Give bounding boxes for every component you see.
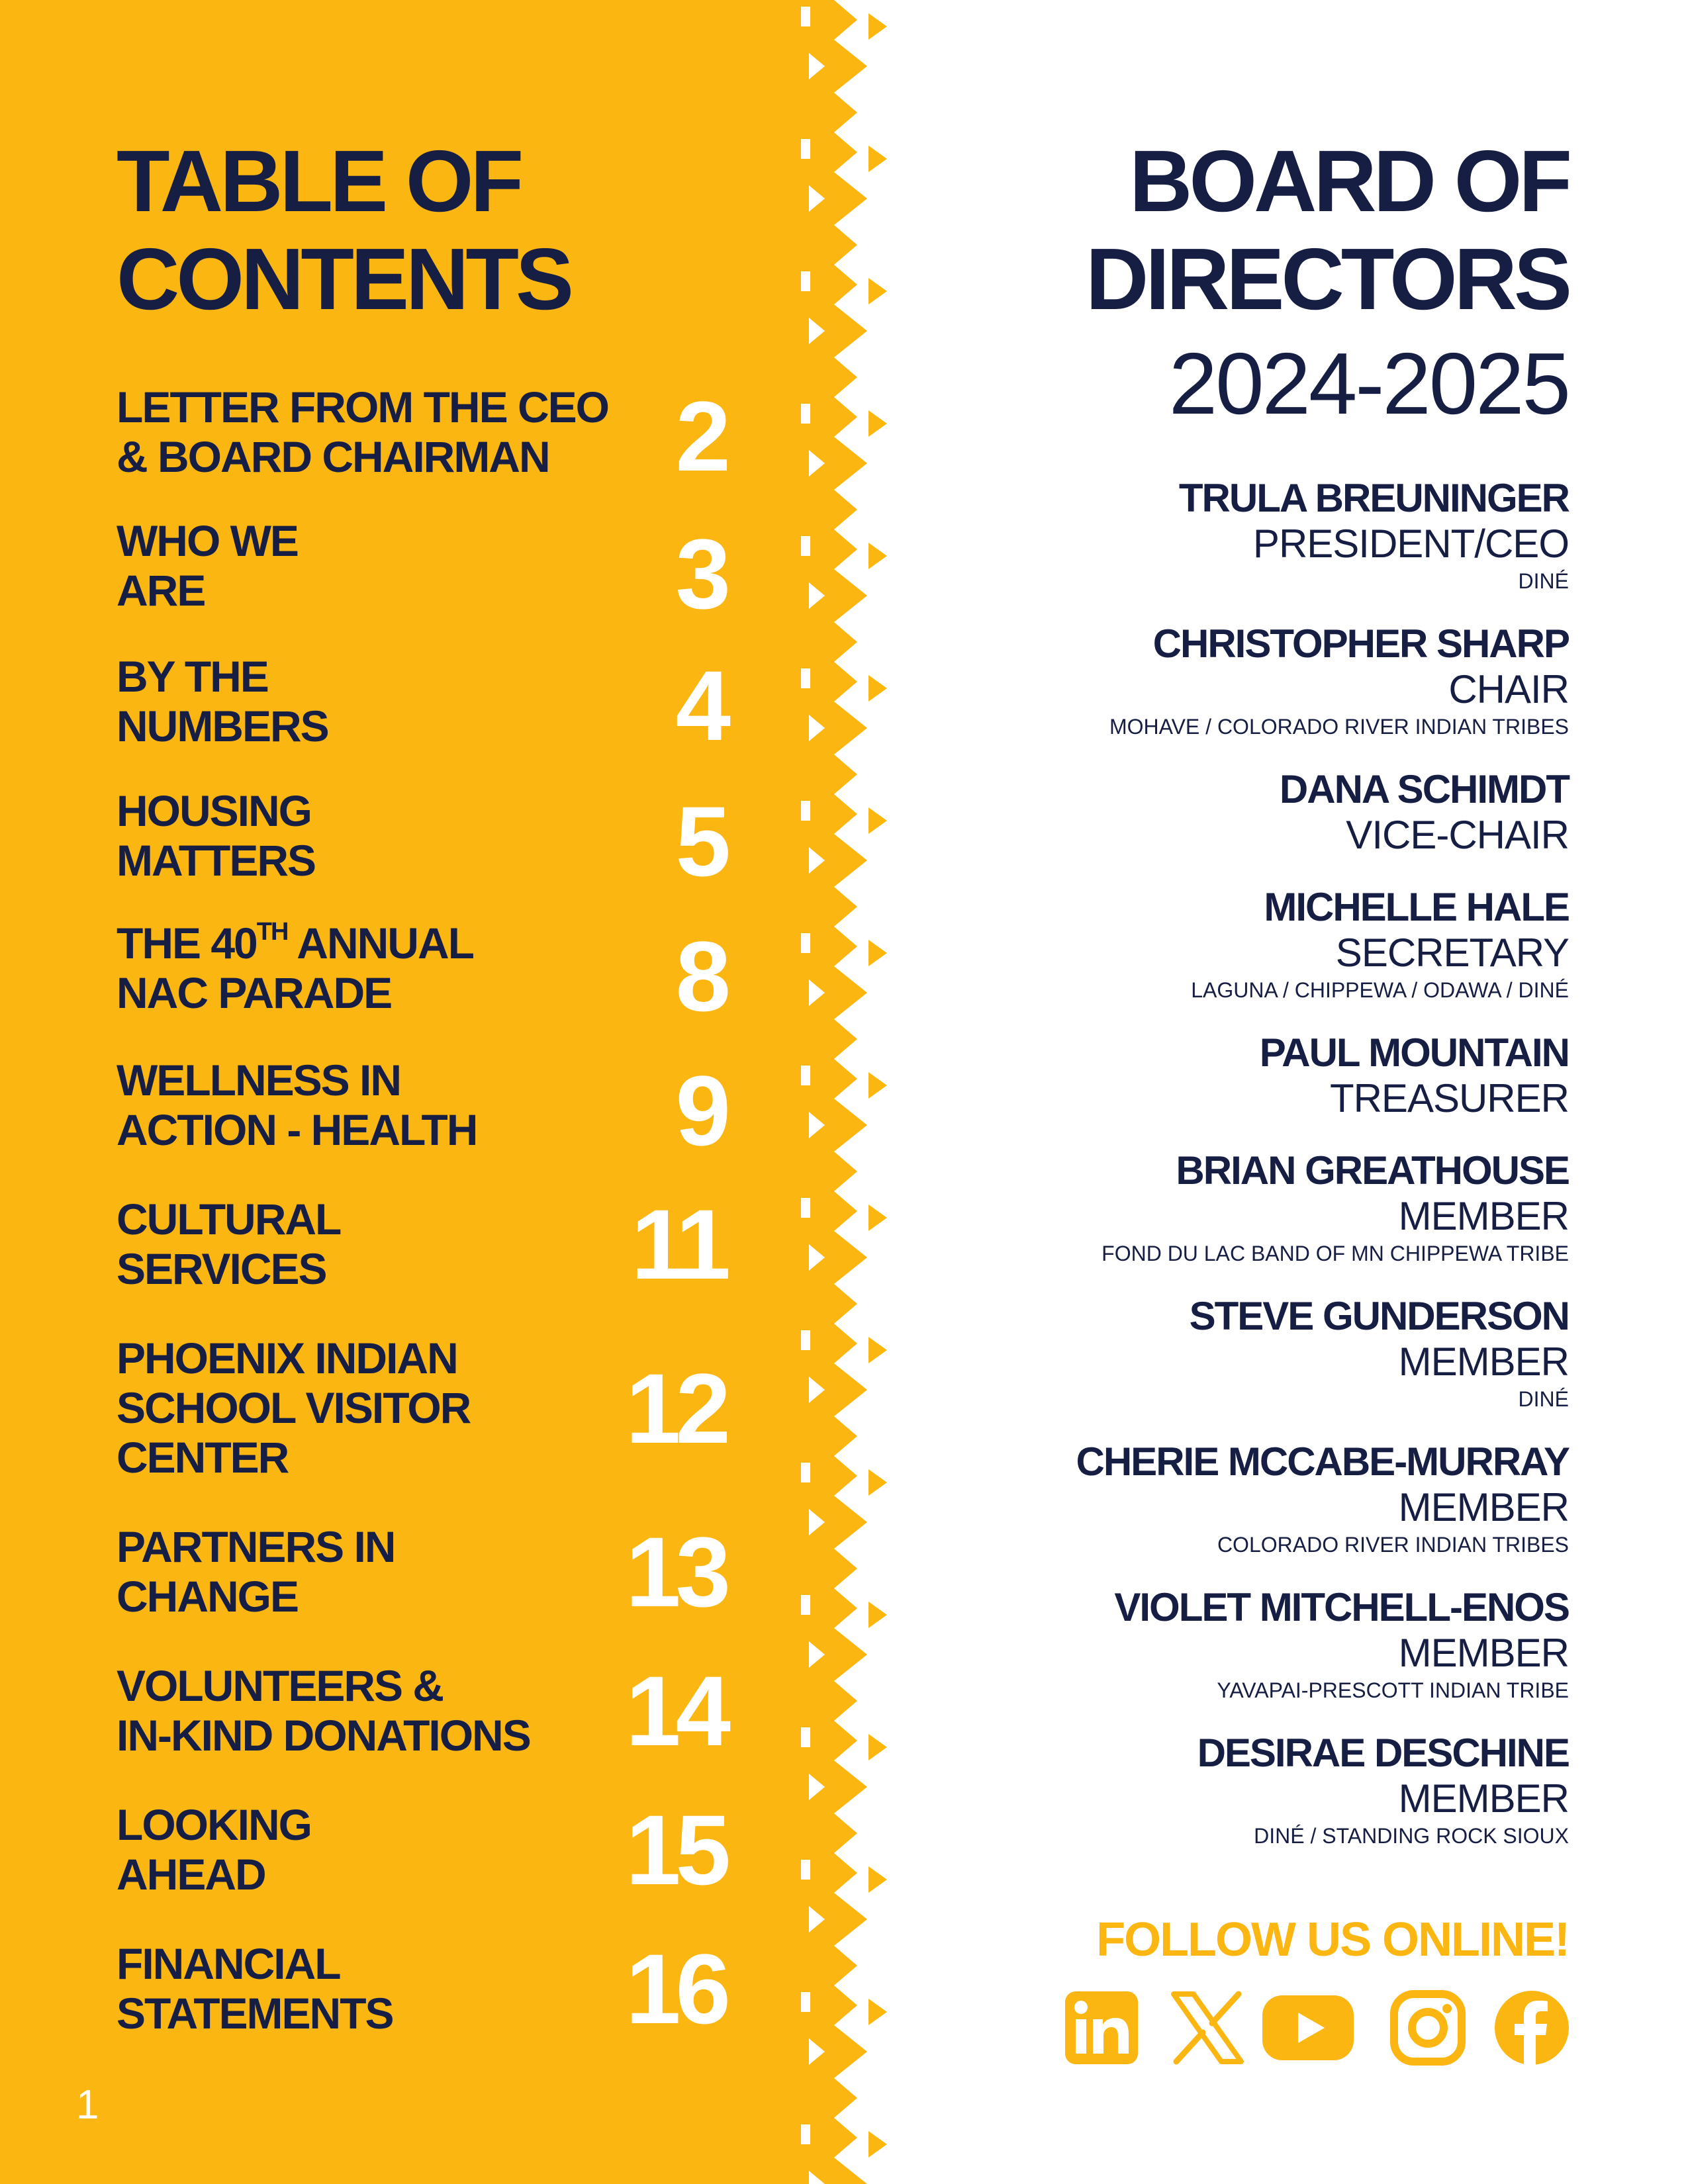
toc-page-number: 13 bbox=[626, 1516, 726, 1627]
director-entry bbox=[907, 1584, 1569, 1705]
director-name: BRIAN GREATHOUSE bbox=[1176, 1148, 1569, 1193]
toc-item-partners-in-change[interactable] bbox=[117, 1516, 726, 1655]
x-icon[interactable] bbox=[1168, 1989, 1246, 2067]
toc-item-label: LETTER FROM THE CEO & BOARD CHAIRMAN bbox=[117, 383, 608, 481]
toc-page-number: 8 bbox=[675, 921, 726, 1032]
director-role: SECRETARY bbox=[1335, 931, 1569, 975]
toc-item-label: LOOKING AHEAD bbox=[117, 1800, 311, 1899]
director-name: VIOLET MITCHELL-ENOS bbox=[1114, 1585, 1569, 1629]
toc-item-financial-statements[interactable] bbox=[117, 1933, 726, 2071]
youtube-icon[interactable] bbox=[1261, 1989, 1355, 2067]
toc-page-number: 11 bbox=[631, 1189, 726, 1300]
toc-page-number: 9 bbox=[675, 1055, 726, 1166]
toc-item-letter[interactable] bbox=[117, 383, 726, 515]
toc-item-phoenix-indian-school[interactable] bbox=[117, 1334, 726, 1506]
director-name: STEVE GUNDERSON bbox=[1189, 1294, 1569, 1338]
director-entry bbox=[907, 621, 1569, 741]
director-name: CHERIE MCCABE-MURRAY bbox=[1076, 1439, 1569, 1484]
toc-page-number: 15 bbox=[626, 1794, 726, 1905]
board-years: 2024-2025 bbox=[1168, 335, 1569, 432]
director-role: MEMBER bbox=[1398, 1776, 1569, 1821]
toc-item-who-we-are[interactable] bbox=[117, 516, 726, 649]
director-entry bbox=[907, 1439, 1569, 1559]
director-role: MEMBER bbox=[1398, 1194, 1569, 1238]
toc-item-label: CULTURAL SERVICES bbox=[117, 1195, 341, 1293]
toc-item-label: HOUSING MATTERS bbox=[117, 786, 316, 885]
toc-page-number: 4 bbox=[675, 650, 726, 761]
toc-item-nac-parade[interactable] bbox=[117, 919, 726, 1051]
zigzag-border-pattern bbox=[794, 0, 894, 2184]
toc-page-number: 12 bbox=[626, 1353, 726, 1464]
director-tribe: DINÉ bbox=[1518, 569, 1569, 593]
director-tribe: FOND DU LAC BAND OF MN CHIPPEWA TRIBE bbox=[1102, 1242, 1569, 1265]
toc-item-label: PHOENIX INDIAN SCHOOL VISITOR CENTER bbox=[117, 1334, 471, 1482]
toc-title: TABLE OF CONTENTS bbox=[117, 132, 571, 328]
toc-item-label: WHO WE ARE bbox=[117, 516, 298, 615]
director-role: PRESIDENT/CEO bbox=[1252, 522, 1569, 566]
director-tribe: COLORADO RIVER INDIAN TRIBES bbox=[1217, 1533, 1569, 1557]
toc-item-label: WELLNESS IN ACTION - HEALTH bbox=[117, 1056, 477, 1154]
director-name: MICHELLE HALE bbox=[1264, 885, 1569, 929]
director-role: MEMBER bbox=[1398, 1340, 1569, 1384]
director-tribe: DINÉ / STANDING ROCK SIOUX bbox=[1254, 1824, 1569, 1848]
toc-page-number: 5 bbox=[675, 786, 726, 897]
toc-item-volunteers[interactable] bbox=[117, 1655, 726, 1794]
director-entry bbox=[907, 1730, 1569, 1850]
director-role: MEMBER bbox=[1398, 1631, 1569, 1675]
director-role: CHAIR bbox=[1448, 667, 1569, 711]
toc-item-by-the-numbers[interactable] bbox=[117, 652, 726, 784]
toc-item-looking-ahead[interactable] bbox=[117, 1794, 726, 1933]
toc-item-label: FINANCIAL STATEMENTS bbox=[117, 1939, 393, 2038]
toc-page-number: 14 bbox=[626, 1655, 726, 1766]
director-entry bbox=[907, 1293, 1569, 1414]
director-role: VICE-CHAIR bbox=[1346, 813, 1569, 857]
follow-us-heading: FOLLOW US ONLINE! bbox=[1096, 1913, 1569, 1966]
board-title: BOARD OF DIRECTORS bbox=[1086, 132, 1569, 328]
linkedin-icon[interactable] bbox=[1062, 1989, 1141, 2067]
toc-item-cultural-services[interactable] bbox=[117, 1189, 726, 1327]
director-role: MEMBER bbox=[1398, 1485, 1569, 1529]
toc-item-label: BY THE NUMBERS bbox=[117, 652, 328, 751]
toc-page-number: 2 bbox=[675, 381, 726, 492]
director-tribe: MOHAVE / COLORADO RIVER INDIAN TRIBES bbox=[1109, 715, 1569, 739]
director-name: DESIRAE DESCHINE bbox=[1197, 1731, 1569, 1775]
toc-page-number: 16 bbox=[626, 1933, 726, 2044]
toc-item-label: THE 40TH ANNUAL NAC PARADE bbox=[117, 918, 473, 1017]
director-tribe: DINÉ bbox=[1518, 1387, 1569, 1411]
director-name: DANA SCHIMDT bbox=[1279, 767, 1569, 811]
director-entry bbox=[907, 475, 1569, 596]
director-entry bbox=[907, 1148, 1569, 1268]
toc-item-label: VOLUNTEERS & IN-KIND DONATIONS bbox=[117, 1661, 530, 1760]
director-tribe: LAGUNA / CHIPPEWA / ODAWA / DINÉ bbox=[1191, 978, 1569, 1002]
director-name: CHRISTOPHER SHARP bbox=[1152, 621, 1569, 666]
director-role: TREASURER bbox=[1329, 1076, 1569, 1120]
facebook-icon[interactable] bbox=[1493, 1989, 1571, 2067]
director-name: PAUL MOUNTAIN bbox=[1259, 1030, 1569, 1075]
director-name: TRULA BREUNINGER bbox=[1178, 476, 1569, 520]
instagram-icon[interactable] bbox=[1389, 1989, 1467, 2067]
director-entry bbox=[907, 1030, 1569, 1121]
director-tribe: YAVAPAI-PRESCOTT INDIAN TRIBE bbox=[1217, 1678, 1569, 1702]
director-entry bbox=[907, 884, 1569, 1005]
director-entry bbox=[907, 766, 1569, 858]
toc-item-label: PARTNERS IN CHANGE bbox=[117, 1522, 395, 1621]
toc-item-housing-matters[interactable] bbox=[117, 786, 726, 919]
toc-page-number: 3 bbox=[675, 518, 726, 629]
page-number: 1 bbox=[76, 2082, 99, 2128]
toc-item-wellness[interactable] bbox=[117, 1056, 726, 1188]
